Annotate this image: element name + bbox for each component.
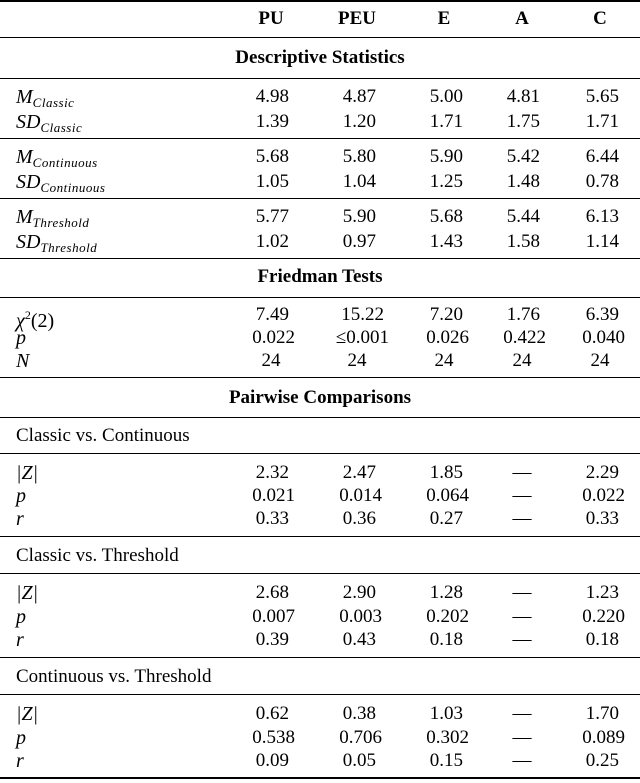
cell: —: [512, 508, 532, 529]
cell: 6.44: [585, 146, 619, 167]
rule: [0, 453, 640, 454]
cell: 5.42: [506, 146, 540, 167]
cell: 2.90: [342, 582, 376, 603]
rule: [0, 377, 640, 378]
rule: [0, 657, 640, 658]
cell: 6.13: [585, 206, 619, 227]
section-title-pairwise: Pairwise Comparisons: [228, 387, 412, 408]
cell: 0.39: [255, 629, 289, 650]
cell: 5.44: [506, 206, 540, 227]
column-header: A: [515, 8, 529, 29]
cell: 1.85: [429, 462, 463, 483]
cell: 0.538: [252, 727, 295, 748]
cell: 24: [347, 350, 367, 371]
row-label-p: p: [16, 327, 26, 349]
cell: 1.71: [585, 111, 619, 132]
row-label-r: r: [16, 508, 24, 530]
column-header: PEU: [338, 8, 376, 29]
cell: 24: [590, 350, 610, 371]
column-header: E: [437, 8, 451, 29]
cell: 0.003: [339, 606, 382, 627]
cell: 0.064: [426, 485, 469, 506]
cell: 5.90: [429, 146, 463, 167]
cell: 0.026: [426, 327, 469, 348]
cell: 2.32: [255, 462, 289, 483]
comparison-title: Classic vs. Continuous: [16, 425, 190, 446]
section-title-friedman: Friedman Tests: [257, 266, 383, 287]
cell: 0.302: [426, 727, 469, 748]
cell: 0.040: [582, 327, 625, 348]
cell: 24: [261, 350, 281, 371]
cell: 0.15: [429, 750, 463, 771]
column-header: C: [593, 8, 607, 29]
cell: 0.220: [582, 606, 625, 627]
cell: 1.03: [429, 703, 463, 724]
cell: 0.007: [252, 606, 295, 627]
row-label-p: p: [16, 606, 26, 628]
cell: —: [512, 629, 532, 650]
cell: 5.65: [585, 86, 619, 107]
rule: [0, 573, 640, 574]
rule: [0, 536, 640, 537]
rule: [0, 138, 640, 139]
cell: 1.70: [585, 703, 619, 724]
cell: 5.90: [342, 206, 376, 227]
cell: 0.18: [429, 629, 463, 650]
cell: 0.36: [342, 508, 376, 529]
row-label-z: |Z|: [16, 462, 39, 484]
cell: 4.87: [342, 86, 376, 107]
cell: 5.68: [429, 206, 463, 227]
cell: 2.29: [585, 462, 619, 483]
cell: —: [512, 703, 532, 724]
cell: 0.43: [342, 629, 376, 650]
cell: 24: [512, 350, 532, 371]
cell: 1.25: [429, 171, 463, 192]
cell: 0.022: [582, 485, 625, 506]
cell: 1.71: [429, 111, 463, 132]
cell: 0.021: [252, 485, 295, 506]
row-label-n: N: [16, 350, 30, 372]
row-label-chi-square: $\chi^2(2)$: [16, 308, 55, 332]
cell: 0.089: [582, 727, 625, 748]
cell: 1.05: [255, 171, 289, 192]
row-label-sd-continuous: $SD_{Continuous}$: [16, 171, 106, 195]
cell: 1.20: [342, 111, 376, 132]
column-header: PU: [258, 8, 284, 29]
cell: 0.706: [339, 727, 382, 748]
rule: [0, 78, 640, 79]
row-label-r: r: [16, 750, 24, 772]
cell: —: [512, 606, 532, 627]
cell: 0.18: [585, 629, 619, 650]
cell: 4.98: [255, 86, 289, 107]
row-label-z: |Z|: [16, 582, 39, 604]
rule: [0, 297, 640, 298]
row-label-p: p: [16, 727, 26, 749]
cell: —: [512, 582, 532, 603]
cell: 0.33: [255, 508, 289, 529]
cell: 0.022: [252, 327, 295, 348]
cell: 0.09: [255, 750, 289, 771]
cell: —: [512, 750, 532, 771]
row-label-mean-classic: $M_{Classic}$: [16, 86, 75, 110]
cell: 1.28: [429, 582, 463, 603]
cell: ≤0.001: [335, 327, 389, 348]
cell: 15.22: [341, 304, 384, 325]
cell: 1.43: [429, 231, 463, 252]
cell: 1.02: [255, 231, 289, 252]
cell: 1.76: [506, 304, 540, 325]
row-label-z: |Z|: [16, 703, 39, 725]
cell: 0.05: [342, 750, 376, 771]
cell: 7.49: [255, 304, 289, 325]
cell: 0.78: [585, 171, 619, 192]
bottom-rule: [0, 777, 640, 779]
cell: 1.23: [585, 582, 619, 603]
header-rule: [0, 37, 640, 38]
cell: 2.47: [342, 462, 376, 483]
row-label-p: p: [16, 485, 26, 507]
cell: 5.77: [255, 206, 289, 227]
cell: 1.14: [585, 231, 619, 252]
cell: 4.81: [506, 86, 540, 107]
cell: 1.48: [506, 171, 540, 192]
comparison-title: Classic vs. Threshold: [16, 545, 179, 566]
cell: 1.58: [506, 231, 540, 252]
section-title-descriptive: Descriptive Statistics: [235, 47, 405, 68]
cell: 0.25: [585, 750, 619, 771]
top-rule: [0, 0, 640, 2]
cell: 0.38: [342, 703, 376, 724]
row-label-mean-continuous: $M_{Continuous}$: [16, 146, 98, 170]
cell: 2.68: [255, 582, 289, 603]
cell: 7.20: [429, 304, 463, 325]
cell: 6.39: [585, 304, 619, 325]
cell: 0.202: [426, 606, 469, 627]
cell: —: [512, 727, 532, 748]
cell: 5.68: [255, 146, 289, 167]
row-label-sd-threshold: $SD_{Threshold}$: [16, 231, 98, 255]
cell: 0.97: [342, 231, 376, 252]
cell: 0.33: [585, 508, 619, 529]
rule: [0, 694, 640, 695]
cell: 0.27: [429, 508, 463, 529]
comparison-title: Continuous vs. Threshold: [16, 666, 212, 687]
cell: 1.04: [342, 171, 376, 192]
rule: [0, 417, 640, 418]
row-label-r: r: [16, 629, 24, 651]
cell: 24: [434, 350, 454, 371]
cell: 0.014: [339, 485, 382, 506]
row-label-mean-threshold: $M_{Threshold}$: [16, 206, 90, 230]
cell: 1.39: [255, 111, 289, 132]
cell: —: [512, 462, 532, 483]
cell: 0.422: [503, 327, 546, 348]
cell: 5.00: [429, 86, 463, 107]
cell: 0.62: [255, 703, 289, 724]
cell: 5.80: [342, 146, 376, 167]
cell: 1.75: [506, 111, 540, 132]
row-label-sd-classic: $SD_{Classic}$: [16, 111, 83, 135]
cell: —: [512, 485, 532, 506]
